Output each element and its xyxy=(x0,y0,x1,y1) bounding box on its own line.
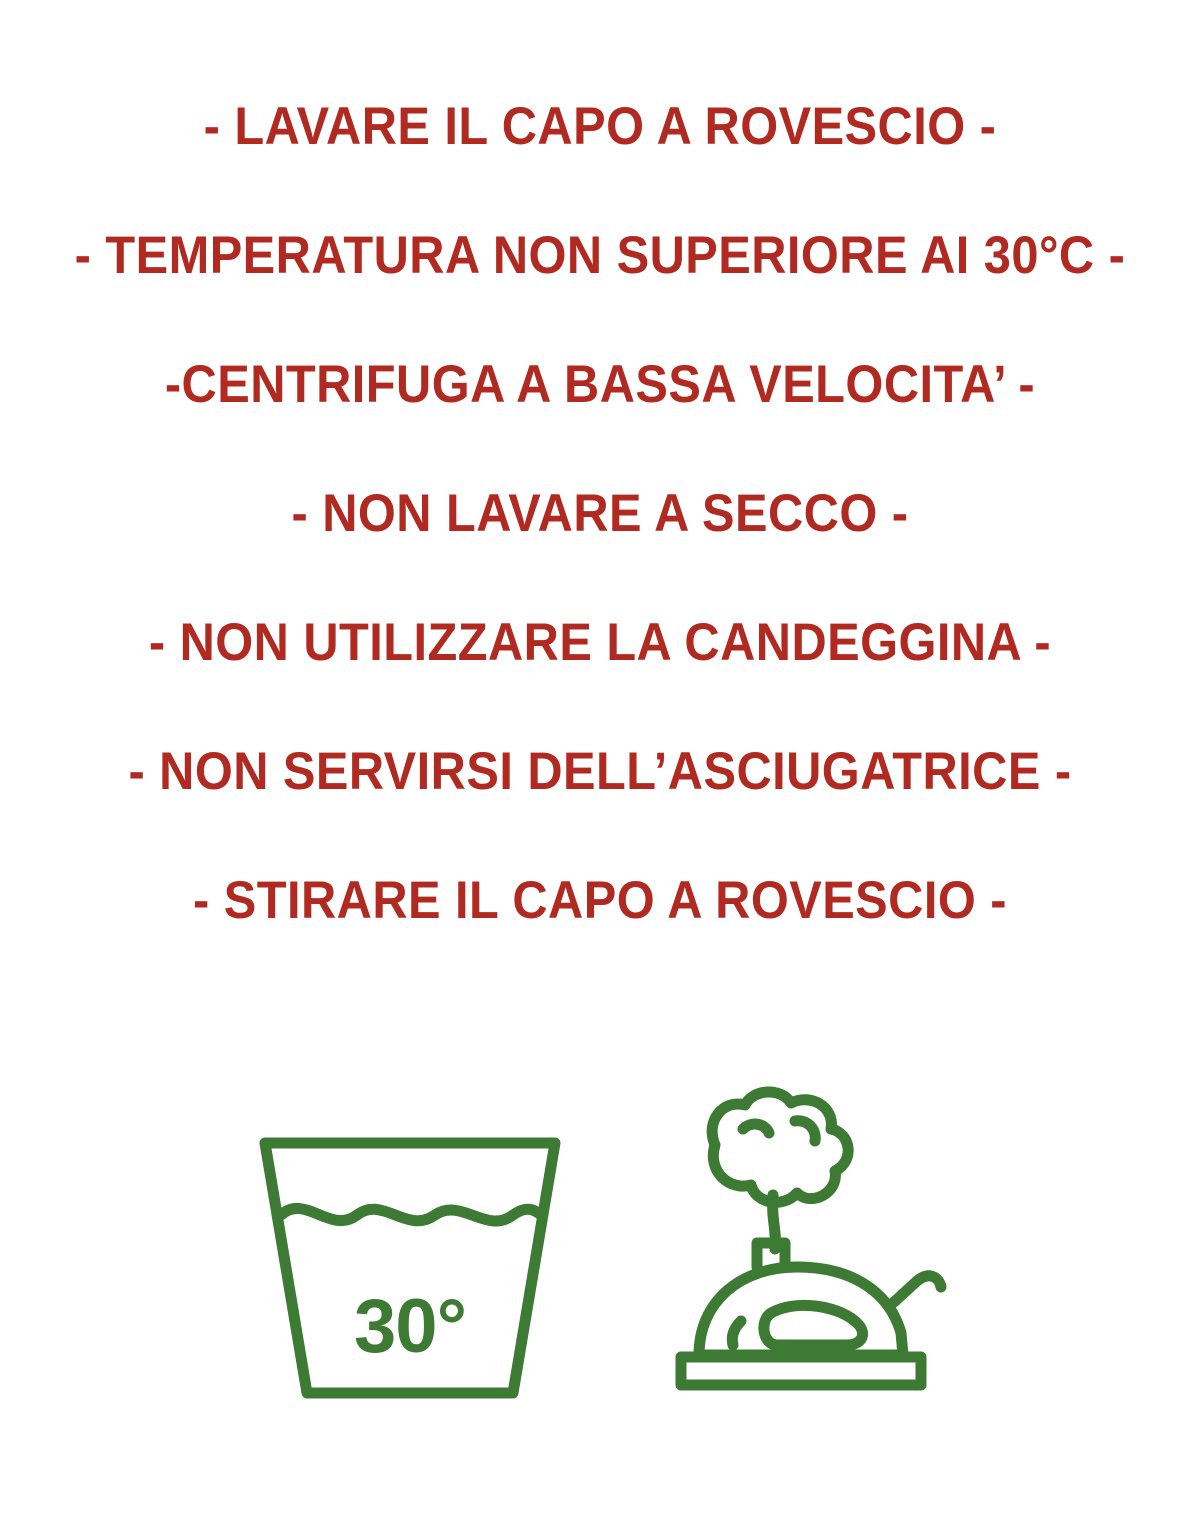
instructions-list xyxy=(0,97,1200,930)
wash-30-symbol xyxy=(245,1115,575,1415)
instruction-line: - TEMPERATURA NON SUPERIORE AI 30°C - xyxy=(74,226,1126,285)
iron-steam-symbol xyxy=(645,1085,955,1415)
wash-temperature-label: 30° xyxy=(354,1284,466,1369)
instruction-line: -CENTRIFUGA A BASSA VELOCITA’ - xyxy=(164,355,1036,414)
iron-icon xyxy=(645,1085,955,1415)
instruction-line: - LAVARE IL CAPO A ROVESCIO - xyxy=(203,97,997,156)
care-symbols-row xyxy=(0,1085,1200,1415)
instruction-line: - NON SERVIRSI DELL’ASCIUGATRICE - xyxy=(128,742,1072,801)
instruction-line: - NON LAVARE A SECCO - xyxy=(291,484,909,543)
instruction-line: - NON UTILIZZARE LA CANDEGGINA - xyxy=(148,613,1052,672)
instruction-line: - STIRARE IL CAPO A ROVESCIO - xyxy=(193,871,1007,930)
wash-tub-icon xyxy=(245,1115,575,1415)
